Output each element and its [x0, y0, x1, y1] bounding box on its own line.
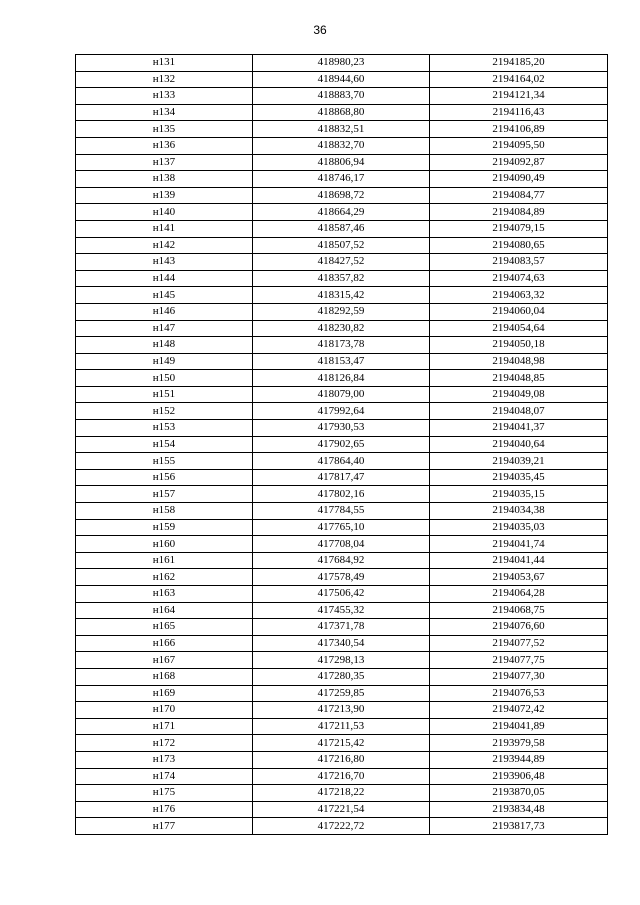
point-id-cell: н154: [76, 436, 253, 453]
table-row: [76, 386, 608, 403]
point-id-cell: н149: [76, 353, 253, 370]
point-id-cell: н137: [76, 154, 253, 171]
point-id-cell: н140: [76, 204, 253, 221]
x-coordinate-cell: 417765,10: [253, 519, 430, 536]
y-coordinate-cell: 2194063,32: [430, 287, 608, 304]
table-row: [76, 818, 608, 835]
point-id-cell: н133: [76, 88, 253, 105]
x-coordinate-cell: 418980,23: [253, 55, 430, 72]
point-id-cell: н173: [76, 751, 253, 768]
x-coordinate-cell: 417340,54: [253, 635, 430, 652]
point-id-cell: н134: [76, 104, 253, 121]
x-coordinate-cell: 418746,17: [253, 171, 430, 188]
point-id-cell: н156: [76, 469, 253, 486]
y-coordinate-cell: 2194039,21: [430, 453, 608, 470]
x-coordinate-cell: 418230,82: [253, 320, 430, 337]
x-coordinate-cell: 417864,40: [253, 453, 430, 470]
x-coordinate-cell: 418357,82: [253, 270, 430, 287]
point-id-cell: н177: [76, 818, 253, 835]
y-coordinate-cell: 2194035,15: [430, 486, 608, 503]
y-coordinate-cell: 2194092,87: [430, 154, 608, 171]
table-row: [76, 154, 608, 171]
table-row: [76, 320, 608, 337]
y-coordinate-cell: 2194074,63: [430, 270, 608, 287]
x-coordinate-cell: 418587,46: [253, 220, 430, 237]
table-row: [76, 586, 608, 603]
y-coordinate-cell: 2193906,48: [430, 768, 608, 785]
y-coordinate-cell: 2194076,60: [430, 619, 608, 636]
x-coordinate-cell: 417784,55: [253, 503, 430, 520]
table-row: [76, 104, 608, 121]
x-coordinate-cell: 417280,35: [253, 668, 430, 685]
point-id-cell: н153: [76, 420, 253, 437]
table-row: [76, 453, 608, 470]
x-coordinate-cell: 418664,29: [253, 204, 430, 221]
point-id-cell: н143: [76, 254, 253, 271]
table-row: [76, 436, 608, 453]
x-coordinate-cell: 417506,42: [253, 586, 430, 603]
x-coordinate-cell: 418427,52: [253, 254, 430, 271]
x-coordinate-cell: 417902,65: [253, 436, 430, 453]
y-coordinate-cell: 2194076,53: [430, 685, 608, 702]
table-row: [76, 685, 608, 702]
x-coordinate-cell: 417221,54: [253, 801, 430, 818]
point-id-cell: н158: [76, 503, 253, 520]
x-coordinate-cell: 417684,92: [253, 552, 430, 569]
point-id-cell: н139: [76, 187, 253, 204]
y-coordinate-cell: 2193870,05: [430, 785, 608, 802]
table-row: [76, 751, 608, 768]
x-coordinate-cell: 417298,13: [253, 652, 430, 669]
x-coordinate-cell: 417213,90: [253, 702, 430, 719]
point-id-cell: н161: [76, 552, 253, 569]
y-coordinate-cell: 2193944,89: [430, 751, 608, 768]
y-coordinate-cell: 2194090,49: [430, 171, 608, 188]
table-row: [76, 635, 608, 652]
table-row: [76, 552, 608, 569]
point-id-cell: н157: [76, 486, 253, 503]
x-coordinate-cell: 418698,72: [253, 187, 430, 204]
point-id-cell: н167: [76, 652, 253, 669]
x-coordinate-cell: 418806,94: [253, 154, 430, 171]
table-row: [76, 735, 608, 752]
table-row: [76, 303, 608, 320]
point-id-cell: н172: [76, 735, 253, 752]
table-row: [76, 536, 608, 553]
y-coordinate-cell: 2193817,73: [430, 818, 608, 835]
y-coordinate-cell: 2194050,18: [430, 337, 608, 354]
y-coordinate-cell: 2194106,89: [430, 121, 608, 138]
point-id-cell: н150: [76, 370, 253, 387]
y-coordinate-cell: 2194054,64: [430, 320, 608, 337]
point-id-cell: н171: [76, 718, 253, 735]
table-row: [76, 270, 608, 287]
table-row: [76, 702, 608, 719]
x-coordinate-cell: 418126,84: [253, 370, 430, 387]
y-coordinate-cell: 2194064,28: [430, 586, 608, 603]
point-id-cell: н174: [76, 768, 253, 785]
table-row: [76, 71, 608, 88]
y-coordinate-cell: 2194041,89: [430, 718, 608, 735]
point-id-cell: н141: [76, 220, 253, 237]
table-row: [76, 220, 608, 237]
y-coordinate-cell: 2194079,15: [430, 220, 608, 237]
x-coordinate-cell: 418315,42: [253, 287, 430, 304]
y-coordinate-cell: 2194084,89: [430, 204, 608, 221]
table-row: [76, 88, 608, 105]
y-coordinate-cell: 2194084,77: [430, 187, 608, 204]
table-row: [76, 718, 608, 735]
point-id-cell: н164: [76, 602, 253, 619]
table-row: [76, 652, 608, 669]
y-coordinate-cell: 2194185,20: [430, 55, 608, 72]
x-coordinate-cell: 418507,52: [253, 237, 430, 254]
x-coordinate-cell: 418944,60: [253, 71, 430, 88]
table-row: [76, 337, 608, 354]
y-coordinate-cell: 2194048,98: [430, 353, 608, 370]
y-coordinate-cell: 2194049,08: [430, 386, 608, 403]
x-coordinate-cell: 418153,47: [253, 353, 430, 370]
point-id-cell: н142: [76, 237, 253, 254]
point-id-cell: н155: [76, 453, 253, 470]
y-coordinate-cell: 2194034,38: [430, 503, 608, 520]
coordinates-table: [75, 54, 608, 835]
x-coordinate-cell: 417455,32: [253, 602, 430, 619]
y-coordinate-cell: 2193834,48: [430, 801, 608, 818]
coordinates-table-body: [76, 55, 608, 835]
point-id-cell: н160: [76, 536, 253, 553]
table-row: [76, 503, 608, 520]
point-id-cell: н148: [76, 337, 253, 354]
x-coordinate-cell: 418868,80: [253, 104, 430, 121]
x-coordinate-cell: 417802,16: [253, 486, 430, 503]
point-id-cell: н163: [76, 586, 253, 603]
x-coordinate-cell: 417992,64: [253, 403, 430, 420]
x-coordinate-cell: 417215,42: [253, 735, 430, 752]
y-coordinate-cell: 2194035,03: [430, 519, 608, 536]
y-coordinate-cell: 2194053,67: [430, 569, 608, 586]
x-coordinate-cell: 417218,22: [253, 785, 430, 802]
table-row: [76, 519, 608, 536]
table-row: [76, 668, 608, 685]
table-row: [76, 254, 608, 271]
x-coordinate-cell: 417371,78: [253, 619, 430, 636]
table-row: [76, 287, 608, 304]
point-id-cell: н146: [76, 303, 253, 320]
y-coordinate-cell: 2194041,37: [430, 420, 608, 437]
y-coordinate-cell: 2194116,43: [430, 104, 608, 121]
point-id-cell: н168: [76, 668, 253, 685]
x-coordinate-cell: 417259,85: [253, 685, 430, 702]
table-row: [76, 801, 608, 818]
y-coordinate-cell: 2194121,34: [430, 88, 608, 105]
table-row: [76, 486, 608, 503]
x-coordinate-cell: 417211,53: [253, 718, 430, 735]
x-coordinate-cell: 418079,00: [253, 386, 430, 403]
table-row: [76, 237, 608, 254]
y-coordinate-cell: 2194077,75: [430, 652, 608, 669]
table-row: [76, 370, 608, 387]
x-coordinate-cell: 417817,47: [253, 469, 430, 486]
y-coordinate-cell: 2194095,50: [430, 137, 608, 154]
point-id-cell: н138: [76, 171, 253, 188]
y-coordinate-cell: 2194068,75: [430, 602, 608, 619]
point-id-cell: н176: [76, 801, 253, 818]
point-id-cell: н136: [76, 137, 253, 154]
y-coordinate-cell: 2193979,58: [430, 735, 608, 752]
table-row: [76, 602, 608, 619]
table-row: [76, 420, 608, 437]
table-row: [76, 619, 608, 636]
point-id-cell: н175: [76, 785, 253, 802]
x-coordinate-cell: 417216,70: [253, 768, 430, 785]
y-coordinate-cell: 2194077,52: [430, 635, 608, 652]
x-coordinate-cell: 418832,70: [253, 137, 430, 154]
x-coordinate-cell: 417930,53: [253, 420, 430, 437]
table-row: [76, 55, 608, 72]
table-row: [76, 121, 608, 138]
y-coordinate-cell: 2194041,74: [430, 536, 608, 553]
x-coordinate-cell: 417222,72: [253, 818, 430, 835]
y-coordinate-cell: 2194040,64: [430, 436, 608, 453]
table-row: [76, 768, 608, 785]
y-coordinate-cell: 2194048,85: [430, 370, 608, 387]
x-coordinate-cell: 417708,04: [253, 536, 430, 553]
x-coordinate-cell: 418832,51: [253, 121, 430, 138]
x-coordinate-cell: 417216,80: [253, 751, 430, 768]
x-coordinate-cell: 418292,59: [253, 303, 430, 320]
table-row: [76, 785, 608, 802]
point-id-cell: н170: [76, 702, 253, 719]
y-coordinate-cell: 2194041,44: [430, 552, 608, 569]
point-id-cell: н132: [76, 71, 253, 88]
table-row: [76, 403, 608, 420]
table-row: [76, 569, 608, 586]
point-id-cell: н135: [76, 121, 253, 138]
y-coordinate-cell: 2194060,04: [430, 303, 608, 320]
point-id-cell: н159: [76, 519, 253, 536]
point-id-cell: н162: [76, 569, 253, 586]
point-id-cell: н151: [76, 386, 253, 403]
point-id-cell: н152: [76, 403, 253, 420]
table-row: [76, 469, 608, 486]
y-coordinate-cell: 2194072,42: [430, 702, 608, 719]
point-id-cell: н144: [76, 270, 253, 287]
table-row: [76, 353, 608, 370]
y-coordinate-cell: 2194080,65: [430, 237, 608, 254]
y-coordinate-cell: 2194164,02: [430, 71, 608, 88]
table-row: [76, 171, 608, 188]
point-id-cell: н145: [76, 287, 253, 304]
point-id-cell: н169: [76, 685, 253, 702]
page-number: 36: [313, 23, 327, 37]
x-coordinate-cell: 418883,70: [253, 88, 430, 105]
table-row: [76, 204, 608, 221]
y-coordinate-cell: 2194077,30: [430, 668, 608, 685]
point-id-cell: н166: [76, 635, 253, 652]
y-coordinate-cell: 2194083,57: [430, 254, 608, 271]
point-id-cell: н147: [76, 320, 253, 337]
y-coordinate-cell: 2194035,45: [430, 469, 608, 486]
x-coordinate-cell: 418173,78: [253, 337, 430, 354]
table-row: [76, 187, 608, 204]
table-row: [76, 137, 608, 154]
point-id-cell: н131: [76, 55, 253, 72]
point-id-cell: н165: [76, 619, 253, 636]
y-coordinate-cell: 2194048,07: [430, 403, 608, 420]
x-coordinate-cell: 417578,49: [253, 569, 430, 586]
